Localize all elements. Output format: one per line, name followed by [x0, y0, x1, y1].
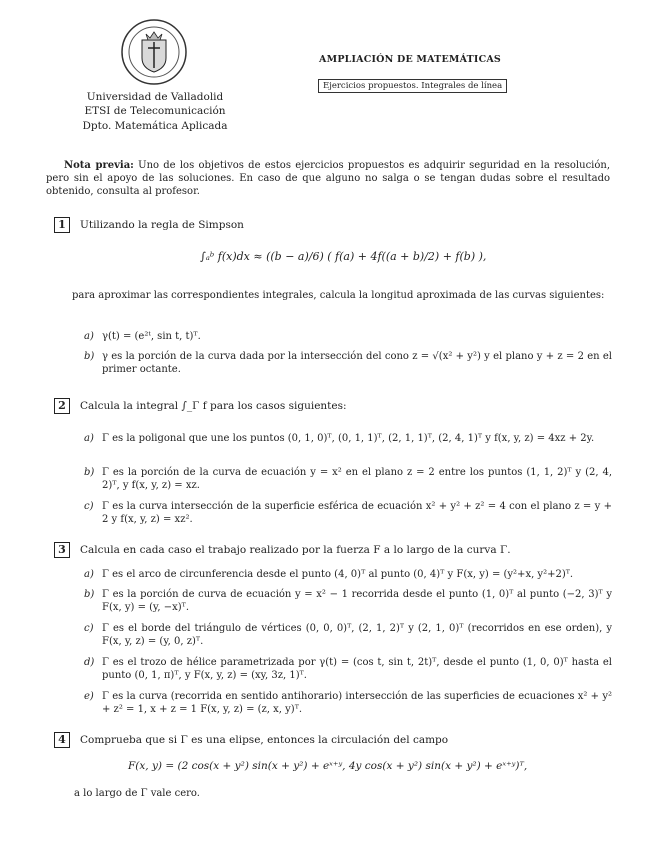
problem-2-item-c: c) Γ es la curva intersección de la superficie esférica de ecuación x² + y² + z² = 4 con el plano z = y + 2 y f(x, y, z) = xz².	[84, 501, 612, 525]
problem-1-stem: Utilizando la regla de Simpson	[80, 219, 244, 231]
problem-1-item-a: a) γ(t) = (e²ᵗ, sin t, t)ᵀ.	[84, 331, 201, 342]
school-name: ETSI de Telecomunicación	[84, 105, 226, 117]
university-name: Universidad de Valladolid	[86, 91, 224, 103]
problem-4-stem: Comprueba que si Γ es una elipse, entonces la circulación del campo	[80, 734, 449, 746]
problem-3-number: 3	[54, 542, 70, 558]
problem-2-item-a: a) Γ es la poligonal que une los puntos (0, 1, 0)ᵀ, (0, 1, 1)ᵀ, (2, 1, 1)ᵀ, (2, 4, 1)ᵀ y f(x, y, z) = 4xz + 2y.	[84, 433, 595, 444]
problem-3-item-d: d) Γ es el trozo de hélice parametrizada por γ(t) = (cos t, sin t, 2t)ᵀ, desde el punto (1, 0, 0)ᵀ hasta el punto (0, 1, π)ᵀ, y F(x, y, z) = (xy, 3z, 1)ᵀ.	[84, 657, 612, 681]
problem-4-number: 4	[54, 732, 70, 748]
topic-box: Ejercicios propuestos. Integrales de línea	[318, 79, 507, 93]
problem-3-item-b: b) Γ es la porción de curva de ecuación y = x² − 1 recorrida desde el punto (1, 0)ᵀ al punto (−2, 3)ᵀ y F(x, y) = (y, −x)ᵀ.	[84, 589, 612, 613]
course-title: AMPLIACIÓN DE MATEMÁTICAS	[319, 54, 501, 65]
note-label: Nota previa:	[64, 160, 134, 171]
problem-1-item-b: b) γ es la porción de la curva dada por la intersección del cono z = √(x² + y²) y el plano y + z = 2 en el primer octante.	[84, 351, 612, 375]
field-formula: F(x, y) = (2 cos(x + y²) sin(x + y²) + eˣ⁺ʸ, 4y cos(x + y²) sin(x + y²) + eˣ⁺ʸ)ᵀ,	[128, 760, 528, 772]
department-name: Dpto. Matemática Aplicada	[82, 120, 228, 132]
problem-1-after: para aproximar las correspondientes integrales, calcula la longitud aproximada de las curvas siguientes:	[72, 290, 605, 301]
problem-2-stem: Calcula la integral ∫_Γ f para los casos siguientes:	[80, 400, 347, 412]
problem-2-item-b: b) Γ es la porción de la curva de ecuación y = x² en el plano z = 2 entre los puntos (1, 1, 2)ᵀ y (2, 4, 2)ᵀ, y f(x, y, z) = xz.	[84, 467, 612, 491]
problem-3-item-a: a) Γ es el arco de circunferencia desde el punto (4, 0)ᵀ al punto (0, 4)ᵀ y F(x, y) = (y²+x, y²+2)ᵀ.	[84, 569, 574, 580]
simpson-formula: ∫ₐᵇ f(x)dx ≈ ((b − a)/6) ( f(a) + 4f((a + b)/2) + f(b) ),	[200, 250, 487, 263]
problem-3-item-e: e) Γ es la curva (recorrida en sentido antihorario) intersección de las superficies de ecuaciones x² + y² + z² = 1, x + z = 1 F(x, y, z) = (z, x, y)ᵀ.	[84, 691, 612, 715]
problem-1-number: 1	[54, 217, 70, 233]
intro-note	[46, 159, 610, 198]
problem-3-item-c: c) Γ es el borde del triángulo de vértices (0, 0, 0)ᵀ, (2, 1, 2)ᵀ y (2, 1, 0)ᵀ (recorridos en ese orden), y F(x, y, z) = (y, 0, z)ᵀ.	[84, 623, 612, 647]
problem-4-after: a lo largo de Γ vale cero.	[74, 788, 200, 799]
problem-3-stem: Calcula en cada caso el trabajo realizado por la fuerza F a lo largo de la curva Γ.	[80, 544, 511, 556]
problem-2-number: 2	[54, 398, 70, 414]
note-text: Uno de los objetivos de estos ejercicios propuestos es adquirir seguridad en la resolución, pero sin el apoyo de las soluciones. En caso de que alguno no salga o se tengan dudas sobre el resultado obtenido, consulta al profesor.	[46, 160, 611, 197]
university-seal	[120, 18, 188, 86]
